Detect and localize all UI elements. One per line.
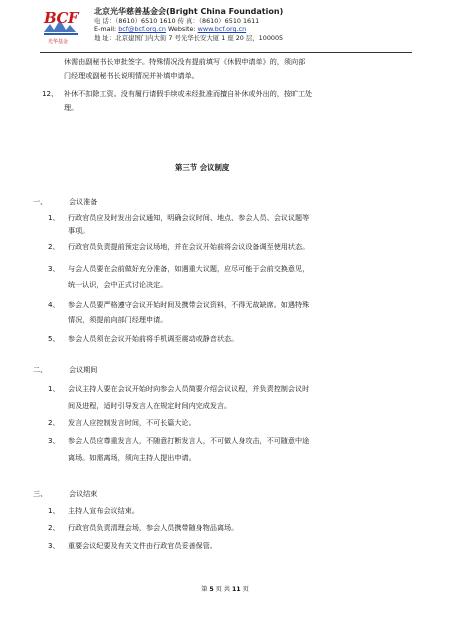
logo-caption: 光华基金 <box>48 39 69 45</box>
list-text: 行政官员负责提前预定会议场地，并在会议开始前将会议设备调至使用状态。 <box>68 242 310 251</box>
heading-title: 会议结束 <box>69 489 98 498</box>
heading-number: 二、 <box>33 365 48 374</box>
list-number: 1、 <box>48 384 60 393</box>
list-number: 3、 <box>48 541 60 550</box>
list-text: 参会人员应尊重发言人，不随意打断发言人，不可做人身攻击，不可随意中途 <box>68 436 310 445</box>
foundation-logo <box>40 8 86 48</box>
list-text: 间及进程，适时引导发言人在规定时间内完成发言。 <box>68 401 232 410</box>
list-text: 行政官员负责清理会场，参会人员携带随身物品离场。 <box>68 523 239 532</box>
email-label: E-mail: <box>94 25 119 34</box>
continued-text-line: 休需由副秘书长审批签字。特殊情况没有提前填写《休假申请单》的，须向部 <box>64 57 306 66</box>
list-text: 行政官员应及时发出会议通知，明确会议时间、地点、参会人员、会议议题等 <box>68 213 310 222</box>
item-text: 理。 <box>64 103 79 112</box>
list-text: 统一认识，会中正式讨论决定。 <box>68 280 168 289</box>
list-number: 3、 <box>48 436 60 445</box>
section-title: 第三节 会议制度 <box>175 163 230 172</box>
item-text: 补休不扣除工资。没有履行请假手续或未经批准而擅自补休或外出的，按旷工处 <box>64 89 313 98</box>
list-text: 参会人员须在会议开始前将手机调至震动或静音状态。 <box>68 334 239 343</box>
list-text: 与会人员要在会前做好充分准备，如遇重大议题，应尽可能于会前交换意见， <box>68 264 310 273</box>
list-number: 4、 <box>48 300 60 309</box>
list-number: 2、 <box>48 523 60 532</box>
email-website-line <box>94 25 283 34</box>
address-line: 地 址：北京建国门内大街 7 号光华长安大厦 1 座 20 层，100005 <box>94 33 284 42</box>
list-number: 2、 <box>48 418 60 427</box>
list-text: 事项。 <box>68 226 90 235</box>
footer-middle: 页 共 <box>213 586 232 593</box>
list-text: 发言人应控制发言时间，不可长篇大论。 <box>68 418 196 427</box>
phone-fax-line: 电 话：（8610）6510 1610 传 真：（8610）6510 1611 <box>94 16 260 25</box>
list-number: 2、 <box>48 242 60 251</box>
total-page-count: 11 <box>231 586 241 593</box>
contact-block <box>94 8 283 42</box>
list-text: 主持人宣布会议结束。 <box>68 506 139 515</box>
list-number: 3、 <box>48 264 60 273</box>
organization-name: 北京光华慈善基金会(Bright China Foundation) <box>94 7 284 16</box>
list-text: 重要会议纪要及有关文件由行政官员妥善保管。 <box>68 541 217 550</box>
list-text: 会议主持人要在会议开始时向参会人员简要介绍会议议程，并负责控制会议时 <box>68 384 310 393</box>
heading-title: 会议期间 <box>69 365 98 374</box>
list-text: 离场。如需离场，须向主持人提出申请。 <box>68 453 196 462</box>
footer-prefix: 第 <box>201 586 210 593</box>
letterhead <box>40 6 420 52</box>
page-footer <box>0 584 450 593</box>
website-link[interactable]: www.bcf.org.cn <box>197 25 247 34</box>
item-number: 12、 <box>42 89 59 98</box>
heading-title: 会议准备 <box>69 197 98 206</box>
list-text: 情况，须提前向部门经理申请。 <box>68 315 168 324</box>
header-divider <box>40 52 412 53</box>
heading-number: 三、 <box>33 489 48 498</box>
list-number: 1、 <box>48 213 60 222</box>
continued-text-line: 门经理或副秘书长说明情况并补填申请单。 <box>64 71 199 80</box>
list-number: 1、 <box>48 506 60 515</box>
website-label: Website: <box>165 25 198 34</box>
current-page-number: 5 <box>209 586 214 593</box>
list-text: 参会人员要严格遵守会议开始时间及携带会议资料，不得无故缺席。如遇特殊 <box>68 300 310 309</box>
footer-suffix: 页 <box>240 586 249 593</box>
list-number: 5、 <box>48 334 60 343</box>
email-link[interactable]: bcf@bcf.org.cn <box>118 25 166 34</box>
heading-number: 一、 <box>33 197 48 206</box>
logo-letters: BCF <box>44 9 79 27</box>
